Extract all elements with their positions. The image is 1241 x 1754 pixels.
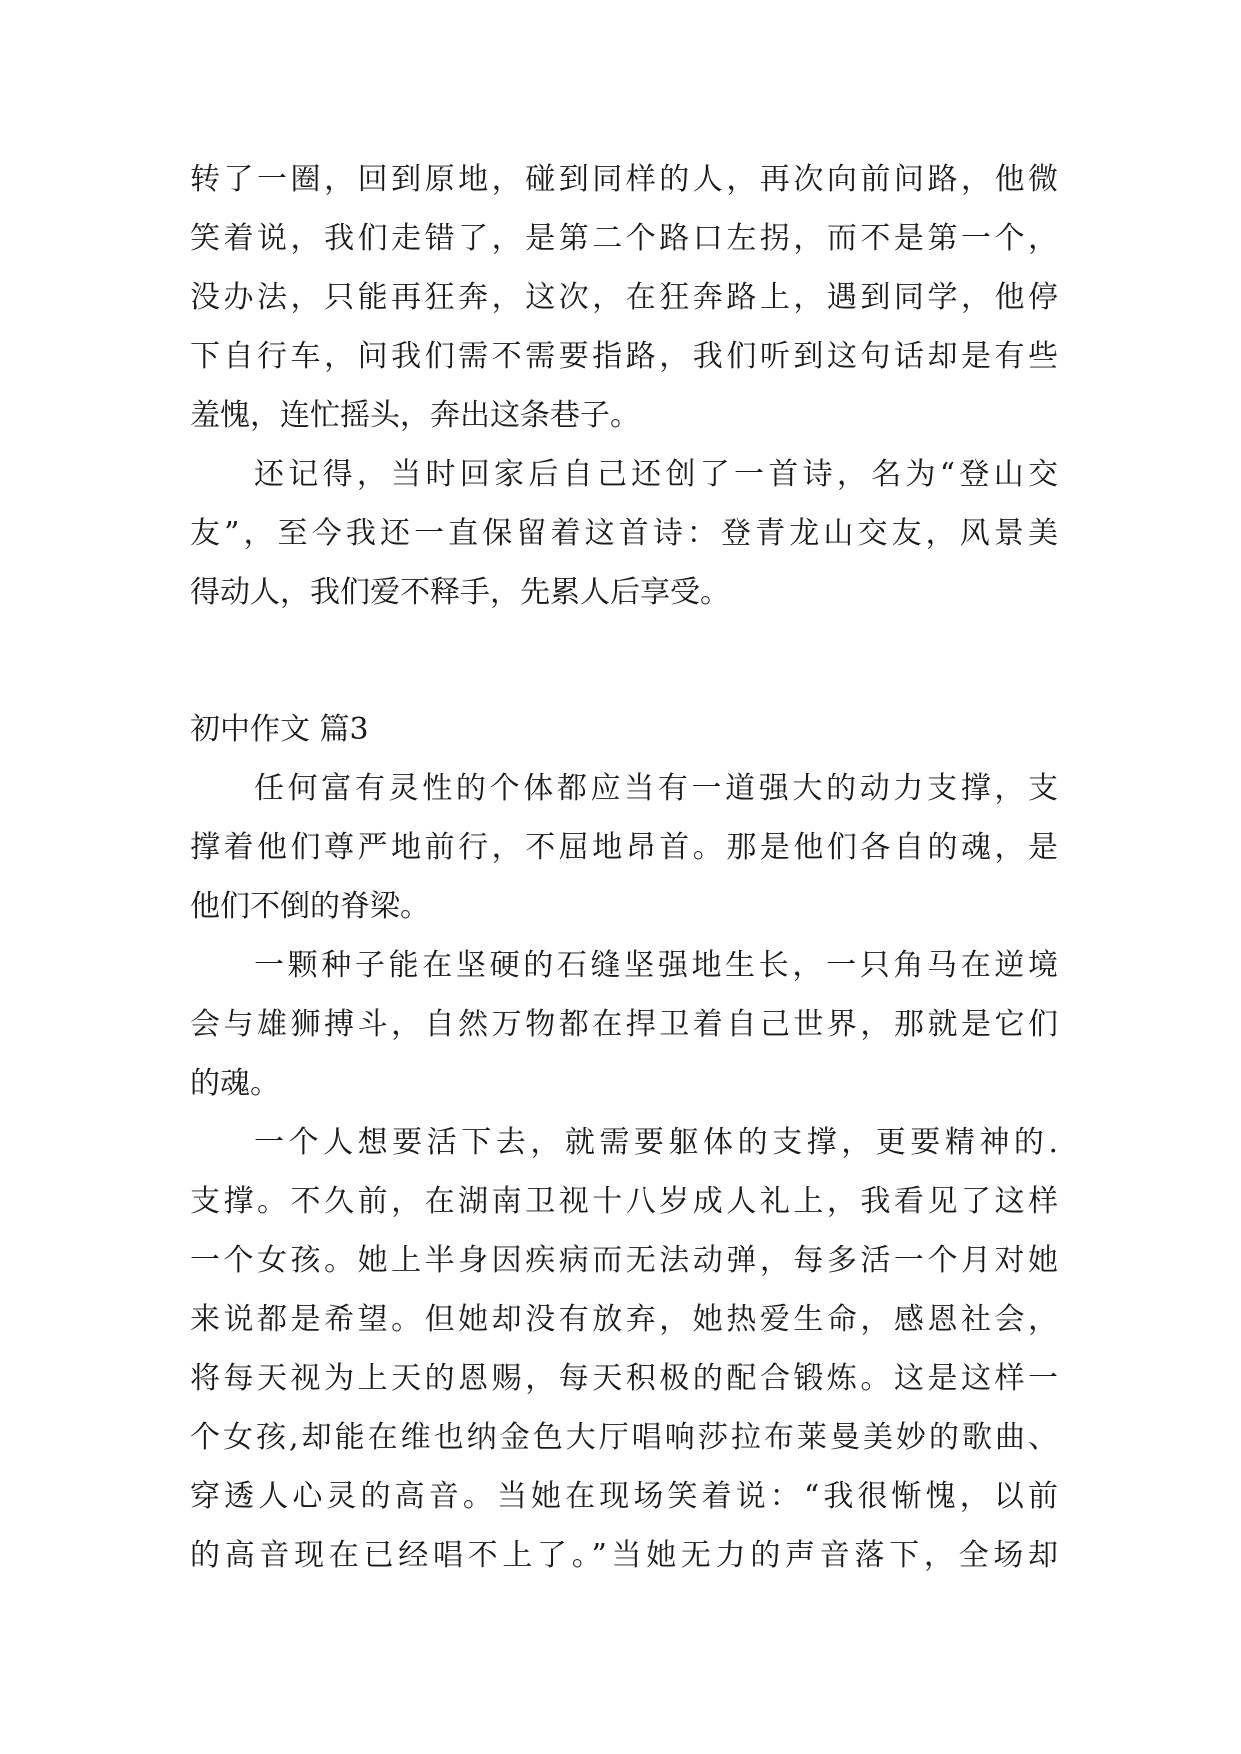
text-line: 友”，至今我还一直保留着这首诗：登青龙山交友，风景美 bbox=[190, 516, 1058, 551]
text-line: 得动人，我们爱不释手，先累人后享受。 bbox=[190, 575, 730, 610]
paragraph bbox=[190, 445, 1058, 622]
text-line: 一个人想要活下去，就需要躯体的支撑，更要精神的. bbox=[254, 1125, 1058, 1160]
text-line: 穿透人心灵的高音。当她在现场笑着说：“我很惭愧，以前 bbox=[190, 1479, 1058, 1514]
text-line: 羞愧，连忙摇头，奔出这条巷子。 bbox=[190, 398, 640, 433]
document-body bbox=[190, 150, 1058, 1585]
text-line: 一颗种子能在坚硬的石缝坚强地生长，一只角马在逆境 bbox=[254, 948, 1058, 983]
text-line: 任何富有灵性的个体都应当有一道强大的动力支撑，支 bbox=[254, 771, 1058, 806]
section-gap bbox=[190, 622, 1058, 700]
section-title: 初中作文 篇3 bbox=[190, 712, 369, 747]
paragraph bbox=[190, 759, 1058, 936]
text-line: 下自行车，问我们需不需要指路，我们听到这句话却是有些 bbox=[190, 339, 1058, 374]
text-line: 没办法，只能再狂奔，这次，在狂奔路上，遇到同学，他停 bbox=[190, 280, 1058, 315]
text-line: 撑着他们尊严地前行，不屈地昂首。那是他们各自的魂，是 bbox=[190, 830, 1058, 865]
paragraph bbox=[190, 1113, 1058, 1585]
text-line: 的魂。 bbox=[190, 1066, 280, 1101]
text-line: 转了一圈，回到原地，碰到同样的人，再次向前问路，他微 bbox=[190, 162, 1058, 197]
text-line: 他们不倒的脊梁。 bbox=[190, 889, 430, 924]
text-line: 会与雄狮搏斗，自然万物都在捍卫着自己世界，那就是它们 bbox=[190, 1007, 1058, 1042]
text-line: 一个女孩。她上半身因疾病而无法动弹，每多活一个月对她 bbox=[190, 1243, 1058, 1278]
text-line: 来说都是希望。但她却没有放弃，她热爱生命，感恩社会， bbox=[190, 1302, 1058, 1337]
text-line: 支撑。不久前，在湖南卫视十八岁成人礼上，我看见了这样 bbox=[190, 1184, 1058, 1219]
text-line: 的高音现在已经唱不上了。”当她无力的声音落下，全场却 bbox=[190, 1538, 1058, 1573]
text-line: 笑着说，我们走错了，是第二个路口左拐，而不是第一个， bbox=[190, 221, 1058, 256]
paragraph bbox=[190, 936, 1058, 1113]
text-line: 将每天视为上天的恩赐，每天积极的配合锻炼。这是这样一 bbox=[190, 1361, 1058, 1396]
text-line: 还记得，当时回家后自己还创了一首诗，名为“登山交 bbox=[254, 457, 1058, 492]
text-line: 个女孩,却能在维也纳金色大厅唱响莎拉布莱曼美妙的歌曲、 bbox=[190, 1420, 1058, 1455]
paragraph bbox=[190, 150, 1058, 445]
